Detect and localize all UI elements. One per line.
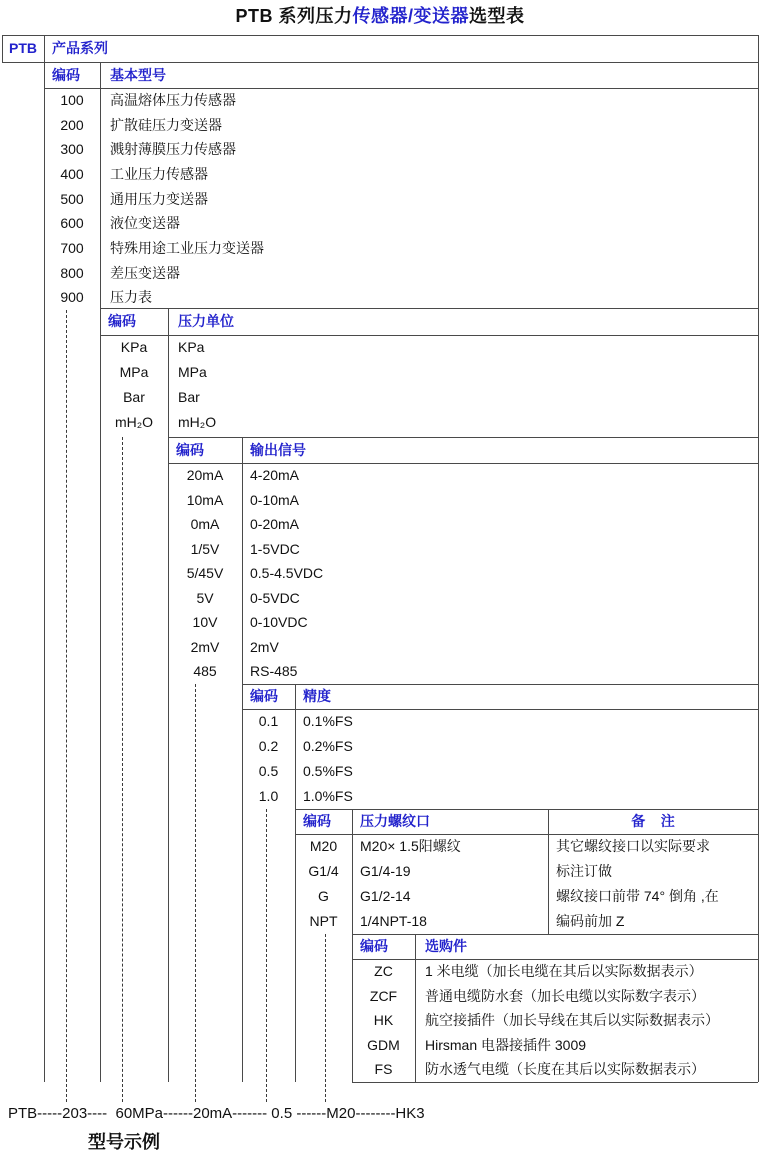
basic-model-code-cell: 500 [60, 190, 84, 207]
basic-model-value-cell: 压力表 [110, 289, 152, 306]
selection-path-dashed-line [266, 809, 267, 1102]
table-border-line [352, 1082, 758, 1083]
output-signal-code-header: 编码 [176, 442, 204, 458]
page-title-suffix: 选型表 [469, 6, 525, 26]
table-border-line [168, 308, 169, 1082]
optional-parts-value-header: 选购件 [425, 938, 467, 954]
accuracy-value-cell: 0.5%FS [303, 763, 353, 779]
optional-parts-code-cell: HK [373, 1012, 394, 1029]
basic-model-value-cell: 通用压力变送器 [110, 190, 208, 207]
basic-model-code-cell: 600 [60, 215, 84, 232]
pressure-thread-code-cell: G1/4 [308, 863, 339, 879]
table-border-line [352, 934, 758, 935]
pressure-thread-value-header: 压力螺纹口 [360, 813, 430, 829]
optional-parts-code-cell: FS [374, 1061, 393, 1078]
pressure-thread-value-cell: 1/4NPT-18 [360, 913, 427, 929]
selection-path-dashed-line [66, 310, 67, 1102]
output-signal-value-cell: RS-485 [250, 663, 298, 680]
basic-model-code-cell: 300 [60, 141, 84, 158]
output-signal-code-cell: 5V [196, 589, 214, 606]
thread-remark-line: 其它螺纹接口以实际要求 [556, 838, 710, 854]
output-signal-value-header: 输出信号 [250, 442, 306, 458]
thread-remarks-block [556, 834, 756, 934]
table-border-line [100, 62, 101, 1082]
accuracy-code-header: 编码 [250, 688, 278, 704]
pressure-unit-value-cell: KPa [178, 339, 205, 355]
table-border-line [415, 934, 416, 1082]
page-title-prefix: PTB 系列压力 [235, 6, 353, 26]
pressure-thread-code-cell: NPT [309, 913, 338, 929]
basic-model-code-cell: 700 [60, 240, 84, 257]
series-label-cell: 产品系列 [52, 40, 108, 56]
output-signal-value-cell: 1-5VDC [250, 540, 300, 557]
pressure-thread-value-cell: M20× 1.5阳螺纹 [360, 838, 461, 854]
output-signal-value-cell: 0-20mA [250, 516, 300, 533]
basic-model-value-cell: 扩散硅压力变送器 [110, 116, 222, 133]
accuracy-code-cell: 0.2 [258, 738, 279, 754]
pressure-unit-code-cell: KPa [120, 339, 148, 355]
pressure-unit-value-cell: Bar [178, 389, 200, 405]
output-signal-code-cell: 20mA [186, 467, 224, 483]
basic-model-value-cell: 特殊用途工业压力变送器 [110, 240, 264, 257]
pressure-thread-note-header: 备 注 [631, 813, 675, 829]
pressure-unit-code-cell: MPa [119, 364, 149, 380]
optional-parts-value-cell: 普通电缆防水套（加长电缆以实际数字表示） [425, 987, 705, 1004]
series-code-cell: PTB [9, 40, 37, 56]
output-signal-code-cell: 5/45V [186, 565, 224, 582]
page-title [0, 3, 760, 29]
selection-path-dashed-line [325, 934, 326, 1102]
page-title-highlight: 传感器/变送器 [352, 6, 470, 26]
optional-parts-code-cell: ZC [374, 963, 393, 979]
example-model-line: PTB-----203---- 60MPa------20mA------- 0.5 ------M20--------HK3 [8, 1105, 425, 1122]
accuracy-code-cell: 1.0 [258, 788, 279, 804]
example-caption: 型号示例 [88, 1132, 160, 1152]
output-signal-value-cell: 0-10VDC [250, 614, 308, 631]
output-signal-value-cell: 2mV [250, 638, 279, 655]
table-border-line [758, 35, 759, 1082]
output-signal-code-cell: 2mV [190, 638, 220, 655]
accuracy-value-cell: 1.0%FS [303, 788, 353, 804]
table-border-line [2, 35, 758, 36]
basic-model-value-header: 基本型号 [110, 67, 166, 83]
thread-remark-line: 螺纹接口前带 74° 倒角 ,在 [556, 888, 719, 904]
optional-parts-code-cell: ZCF [369, 987, 398, 1004]
basic-model-code-cell: 900 [60, 289, 84, 306]
accuracy-value-cell: 0.2%FS [303, 738, 353, 754]
pressure-unit-value-cell: mH₂O [178, 414, 217, 430]
optional-parts-value-cell: 航空接插件（加长导线在其后以实际数据表示） [425, 1012, 719, 1029]
basic-model-code-cell: 200 [60, 116, 84, 133]
output-signal-value-cell: 0-5VDC [250, 589, 300, 606]
basic-model-value-cell: 高温熔体压力传感器 [110, 92, 236, 108]
pressure-thread-value-cell: G1/2-14 [360, 888, 411, 904]
accuracy-code-cell: 0.5 [258, 763, 279, 779]
selection-path-dashed-line [122, 437, 123, 1102]
basic-model-value-cell: 液位变送器 [110, 215, 180, 232]
output-signal-code-cell: 10mA [186, 491, 224, 508]
optional-parts-code-cell: GDM [367, 1036, 400, 1053]
output-signal-value-cell: 4-20mA [250, 467, 300, 483]
pressure-unit-code-cell: mH₂O [114, 414, 154, 430]
accuracy-value-header: 精度 [303, 688, 331, 704]
basic-model-value-cell: 工业压力传感器 [110, 166, 208, 182]
optional-parts-value-cell: 防水透气电缆（长度在其后以实际数据表示） [425, 1061, 705, 1078]
basic-model-code-cell: 800 [60, 264, 84, 281]
output-signal-code-cell: 0mA [190, 516, 220, 533]
thread-remark-line: 标注订做 [556, 863, 612, 879]
output-signal-code-cell: 10V [192, 614, 218, 631]
pressure-thread-code-cell: M20 [309, 838, 338, 854]
output-signal-value-cell: 0-10mA [250, 491, 300, 508]
pressure-unit-code-cell: Bar [123, 389, 145, 405]
basic-model-code-header: 编码 [52, 67, 80, 83]
output-signal-code-cell: 1/5V [190, 540, 220, 557]
pressure-thread-code-cell: G [318, 888, 329, 904]
accuracy-value-cell: 0.1%FS [303, 713, 353, 729]
output-signal-code-cell: 485 [193, 663, 217, 680]
pressure-thread-value-cell: G1/4-19 [360, 863, 411, 879]
optional-parts-value-cell: 1 米电缆（加长电缆在其后以实际数据表示） [425, 963, 703, 979]
thread-remark-line: 编码前加 Z [556, 913, 625, 929]
optional-parts-value-cell: Hirsman 电器接插件 3009 [425, 1036, 587, 1053]
basic-model-value-cell: 溅射薄膜压力传感器 [110, 141, 236, 158]
basic-model-code-cell: 100 [60, 92, 84, 108]
optional-parts-code-header: 编码 [360, 938, 388, 954]
basic-model-value-cell: 差压变送器 [110, 264, 180, 281]
pressure-unit-code-header: 编码 [108, 313, 136, 329]
accuracy-code-cell: 0.1 [258, 713, 279, 729]
selection-path-dashed-line [195, 684, 196, 1102]
basic-model-code-cell: 400 [60, 166, 84, 182]
pressure-unit-value-cell: MPa [178, 364, 207, 380]
pressure-unit-value-header: 压力单位 [178, 313, 234, 329]
pressure-thread-code-header: 编码 [303, 813, 331, 829]
output-signal-value-cell: 0.5-4.5VDC [250, 565, 324, 582]
